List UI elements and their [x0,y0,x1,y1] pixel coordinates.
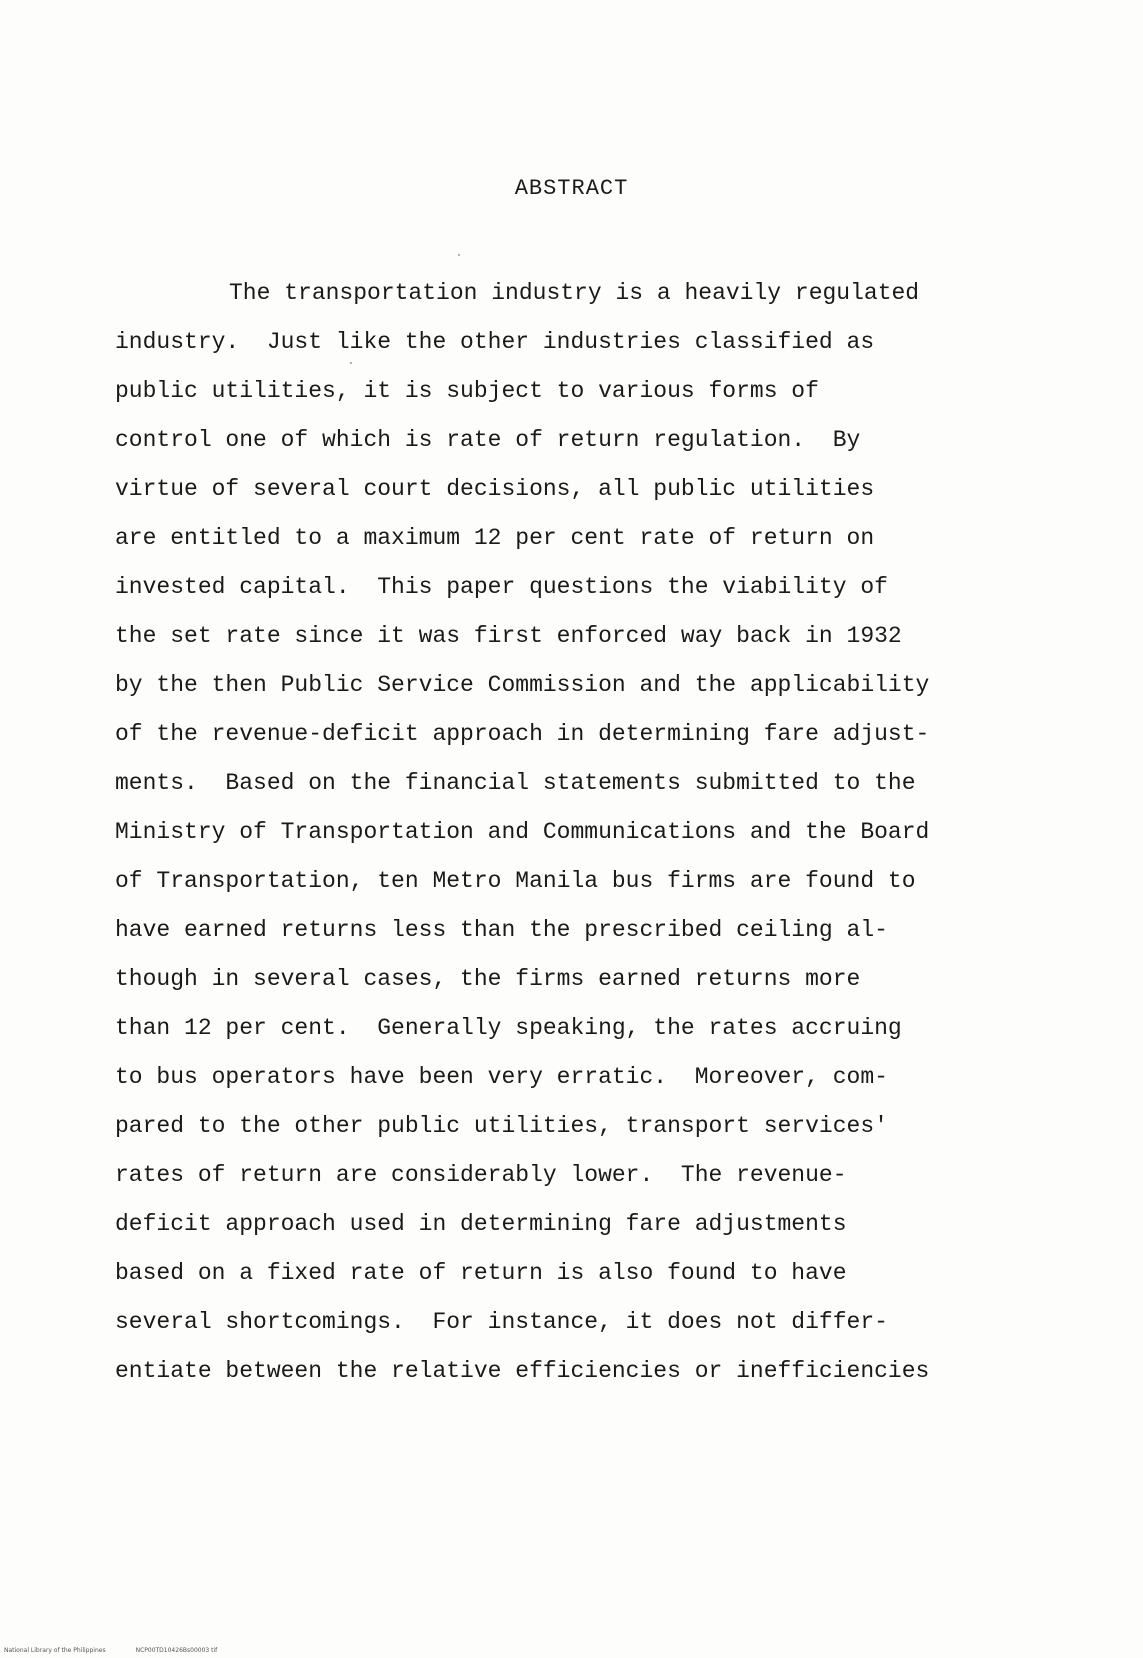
body-line: The transportation industry is a heavily regulated [229,280,920,306]
abstract-heading: ABSTRACT [514,176,629,201]
body-line: of the revenue-deficit approach in determining fare adjust- [115,721,930,747]
body-line: Ministry of Transportation and Communications and the Board [115,819,930,845]
body-line: virtue of several court decisions, all public utilities [115,476,875,502]
body-line: public utilities, it is subject to various forms of [115,378,819,404]
body-line: pared to the other public utilities, transport services' [115,1113,888,1139]
body-line: deficit approach used in determining fare adjustments [115,1211,847,1237]
body-line: than 12 per cent. Generally speaking, the rates accruing [115,1015,902,1041]
body-line: several shortcomings. For instance, it does not differ- [115,1309,888,1335]
body-line: industry. Just like the other industries classified as [115,329,875,355]
body-line: of Transportation, ten Metro Manila bus firms are found to [115,868,916,894]
body-line: by the then Public Service Commission and the applicability [115,672,930,698]
body-line: control one of which is rate of return regulation. By [115,427,861,453]
scan-footer [4,1647,247,1654]
body-line: though in several cases, the firms earned returns more [115,966,861,992]
body-line: have earned returns less than the prescribed ceiling al- [115,917,888,943]
footer-library: National Library of the Philippines [4,1647,106,1654]
body-line: entiate between the relative efficiencies or inefficiencies [115,1358,930,1384]
footer-code: NCP00TD10426Bs00003 tif [135,1647,218,1654]
body-line: based on a fixed rate of return is also found to have [115,1260,847,1286]
scan-speck [458,254,460,256]
body-line: the set rate since it was first enforced way back in 1932 [115,623,902,649]
body-line: ments. Based on the financial statements submitted to the [115,770,916,796]
body-line: rates of return are considerably lower. The revenue- [115,1162,847,1188]
body-line: are entitled to a maximum 12 per cent rate of return on [115,525,875,551]
body-line: invested capital. This paper questions the viability of [115,574,888,600]
body-line: to bus operators have been very erratic. Moreover, com- [115,1064,888,1090]
